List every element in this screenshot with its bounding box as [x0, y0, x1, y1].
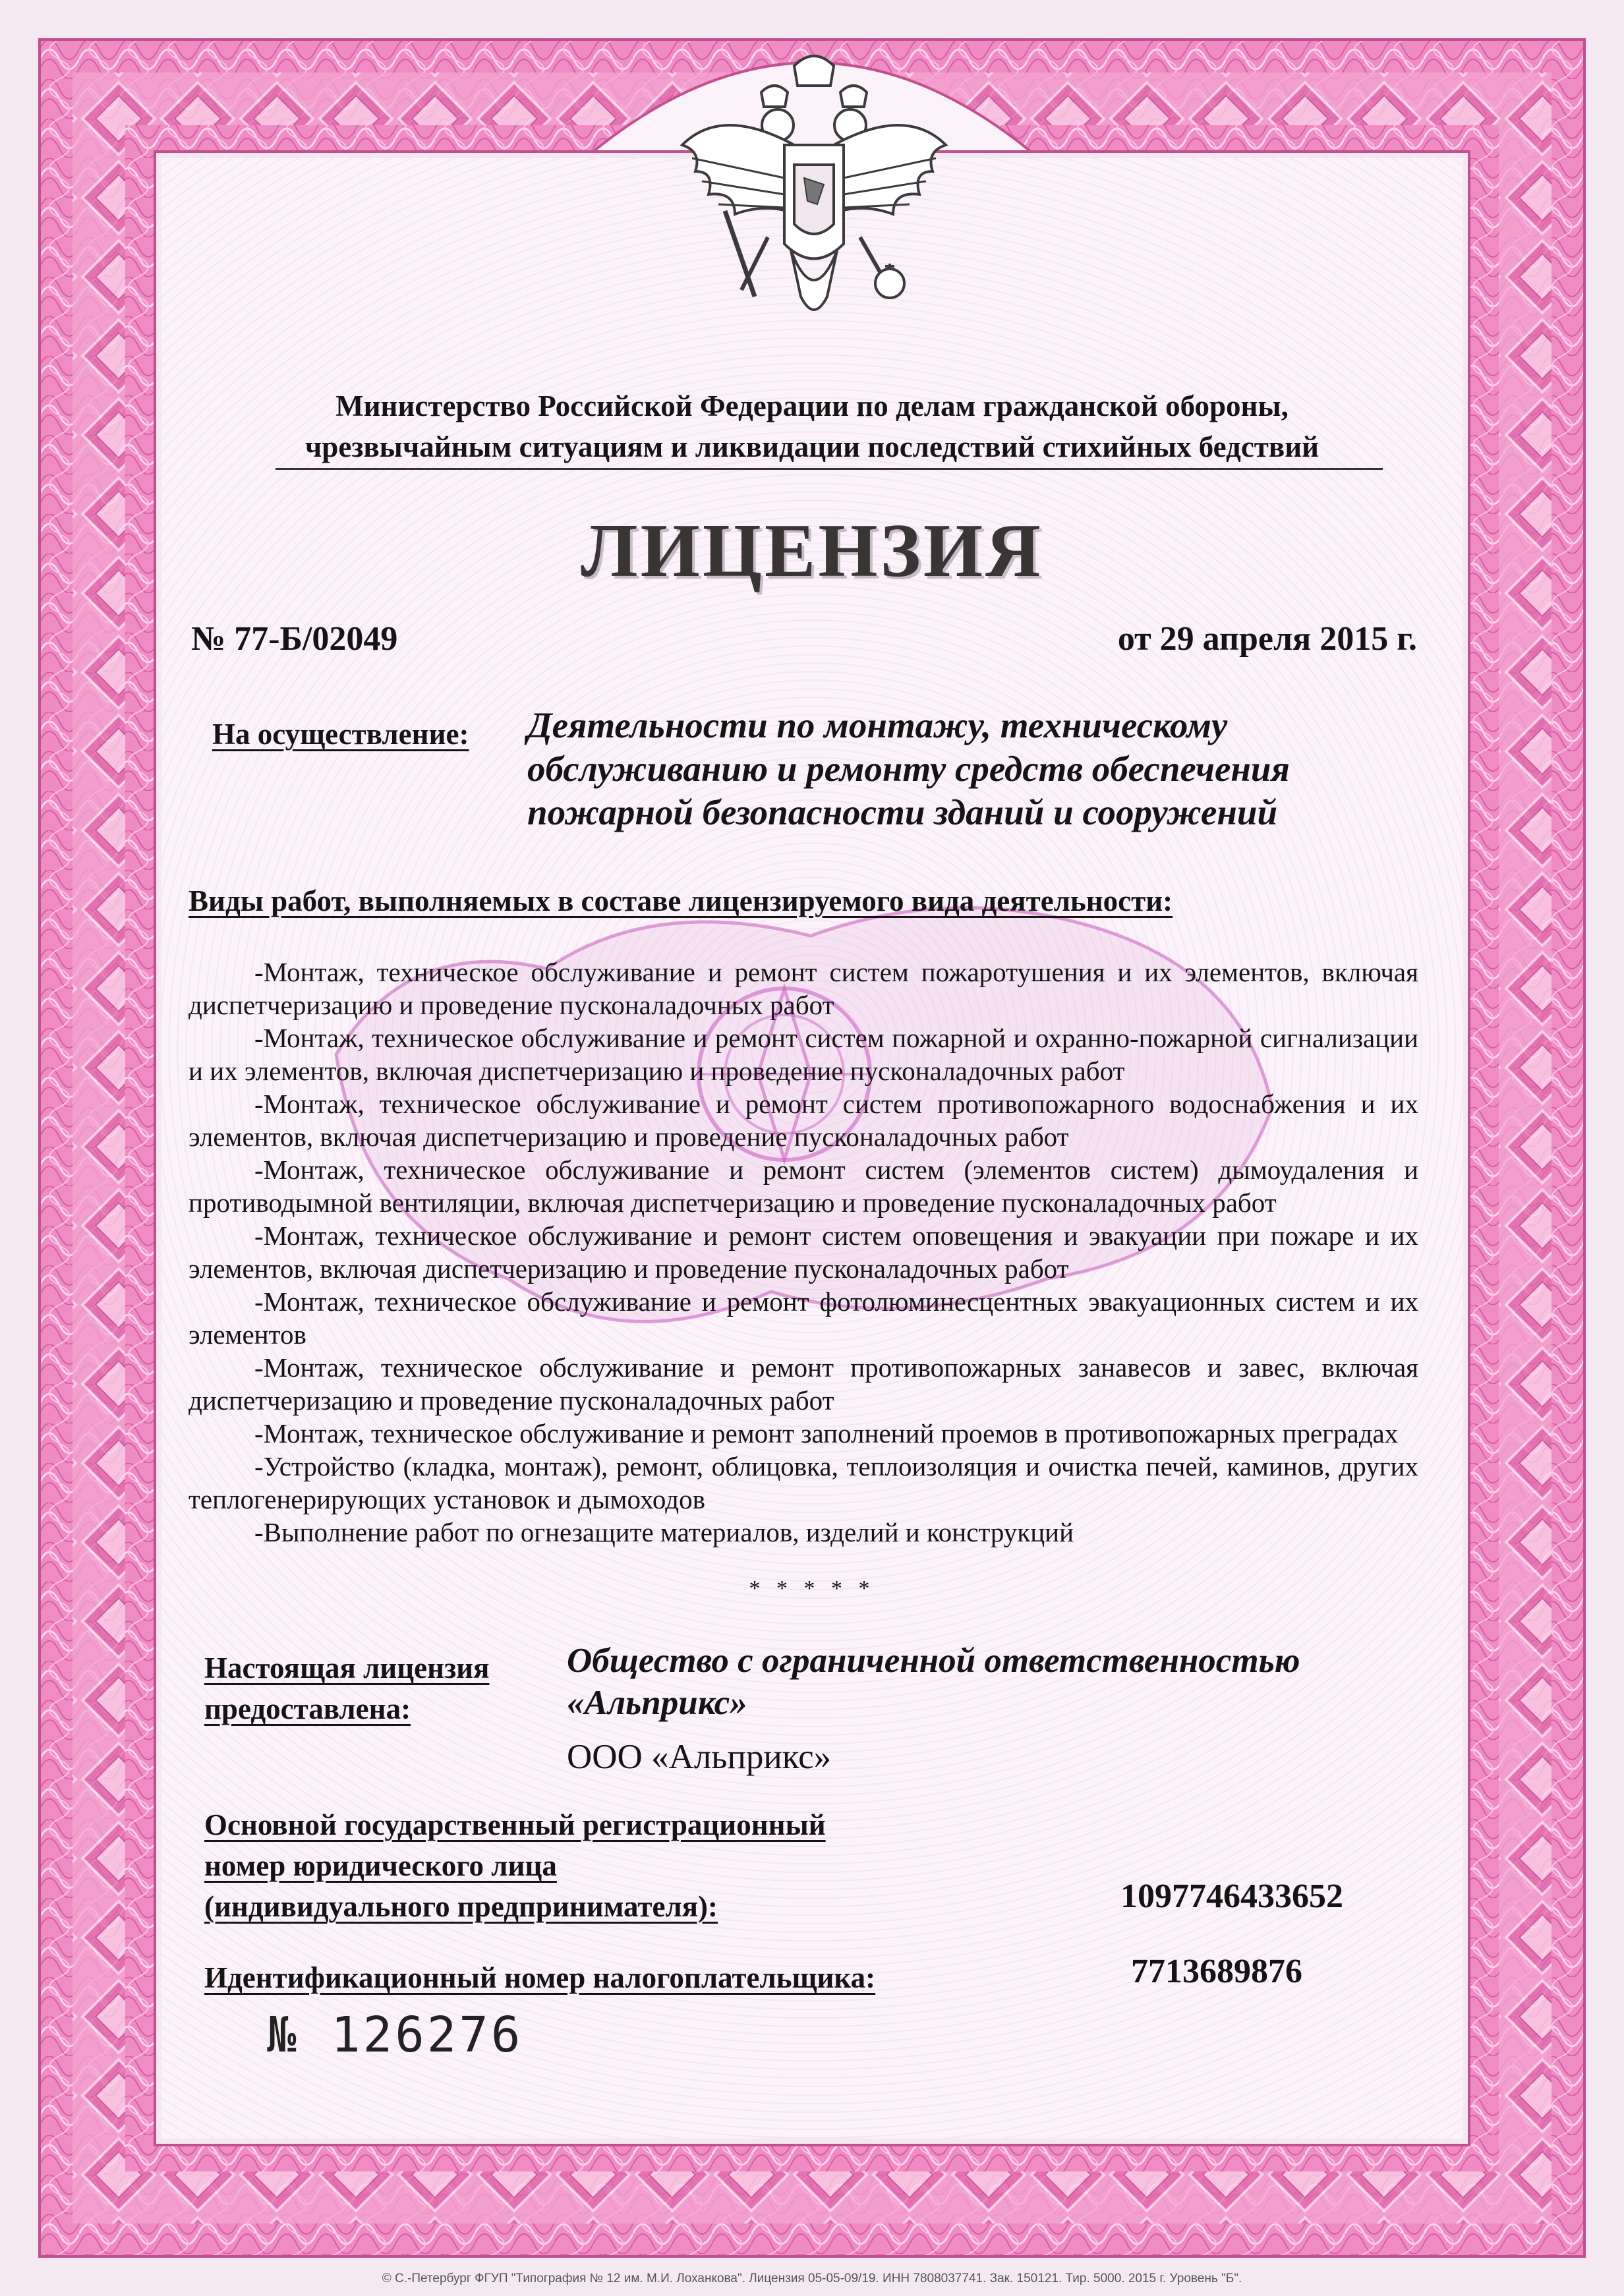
works-list [188, 956, 1418, 1549]
grantee-full-name: Общество с ограниченной ответственностью «Альприкс» [567, 1642, 1300, 1722]
ogrn-value: 1097746433652 [1120, 1878, 1343, 1915]
list-item: -Монтаж, техническое обслуживание и ремонт систем пожарной и охранно-пожарной сигнализации и их элементов, включая диспетчеризацию и проведение пусконаладочных работ [188, 1023, 1418, 1086]
separator-stars: * * * * * [749, 1576, 875, 1601]
purpose-text: Деятельности по монтажу, техническому обслуживанию и ремонту средств обеспечения пожарной безопасности зданий и сооружений [527, 705, 1290, 832]
list-item: -Монтаж, техническое обслуживание и ремонт систем оповещения и эвакуации при пожаре и их элементов, включая диспетчеризацию и проведение пусконаладочных работ [188, 1220, 1418, 1284]
blank-serial-number: № 126276 [267, 2007, 523, 2063]
license-number: № 77-Б/02049 [191, 620, 398, 658]
inn-value: 7713689876 [1131, 1953, 1302, 1990]
granted-label [204, 1648, 489, 1729]
list-item: -Устройство (кладка, монтаж), ремонт, облицовка, теплоизоляция и очистка печей, каминов, других теплогенерирующих установок и дымоходов [188, 1451, 1418, 1514]
ogrn-label-line-2: номер юридического лица [204, 1849, 557, 1882]
list-item: -Монтаж, техническое обслуживание и ремонт фотолюминесцентных эвакуационных систем и их элементов [188, 1286, 1418, 1350]
works-title: Виды работ, выполняемых в составе лицензируемого вида деятельности: [188, 884, 1173, 917]
grantee-short-name: ООО «Альприкс» [567, 1738, 832, 1776]
inn-label: Идентификационный номер налогоплательщика: [204, 1961, 876, 1994]
list-item: -Выполнение работ по огнезащите материалов, изделий и конструкций [254, 1517, 1074, 1547]
document-title: ЛИЦЕНЗИЯ [581, 509, 1043, 593]
printer-imprint: © С.-Петербург ФГУП "Типография № 12 им. М.И. Лоханкова". Лицензия 05-05-09/19. ИНН 7808037741. Зак. 150121. Тир. 5000. 2015 г. Уровень "Б". [382, 2272, 1242, 2285]
coat-of-arms-emblem [662, 46, 966, 349]
list-item: -Монтаж, техническое обслуживание и ремонт заполнений проемов в противопожарных преградах [254, 1418, 1399, 1449]
list-item: -Монтаж, техническое обслуживание и ремонт систем (элементов систем) дымоудаления и противодымной вентиляции, включая диспетчеризацию и проведение пусконаладочных работ [188, 1155, 1418, 1218]
ogrn-label-line-3: (индивидуального предпринимателя): [204, 1890, 718, 1923]
ogrn-label [204, 1804, 826, 1927]
ministry-name [198, 386, 1426, 467]
list-item: -Монтаж, техническое обслуживание и ремонт систем противопожарного водоснабжения и их элементов, включая диспетчеризацию и проведение пусконаладочных работ [188, 1089, 1418, 1152]
granted-label-line-2: предоставлена: [204, 1692, 411, 1725]
ogrn-label-line-1: Основной государственный регистрационный [204, 1808, 826, 1841]
list-item: -Монтаж, техническое обслуживание и ремонт систем пожаротушения и их элементов, включая диспетчеризацию и проведение пусконаладочных работ [188, 957, 1418, 1020]
purpose-label: На осуществление: [212, 718, 469, 751]
list-item: -Монтаж, техническое обслуживание и ремонт противопожарных занавесов и завес, включая диспетчеризацию и проведение пусконаладочных работ [188, 1352, 1418, 1416]
ministry-line-1: Министерство Российской Федерации по делам гражданской обороны, [335, 389, 1289, 422]
granted-label-line-1: Настоящая лицензия [204, 1651, 490, 1684]
license-date: от 29 апреля 2015 г. [1117, 620, 1417, 658]
ministry-underline [276, 468, 1383, 470]
ministry-line-2: чрезвычайным ситуациям и ликвидации последствий стихийных бедствий [304, 430, 1320, 463]
